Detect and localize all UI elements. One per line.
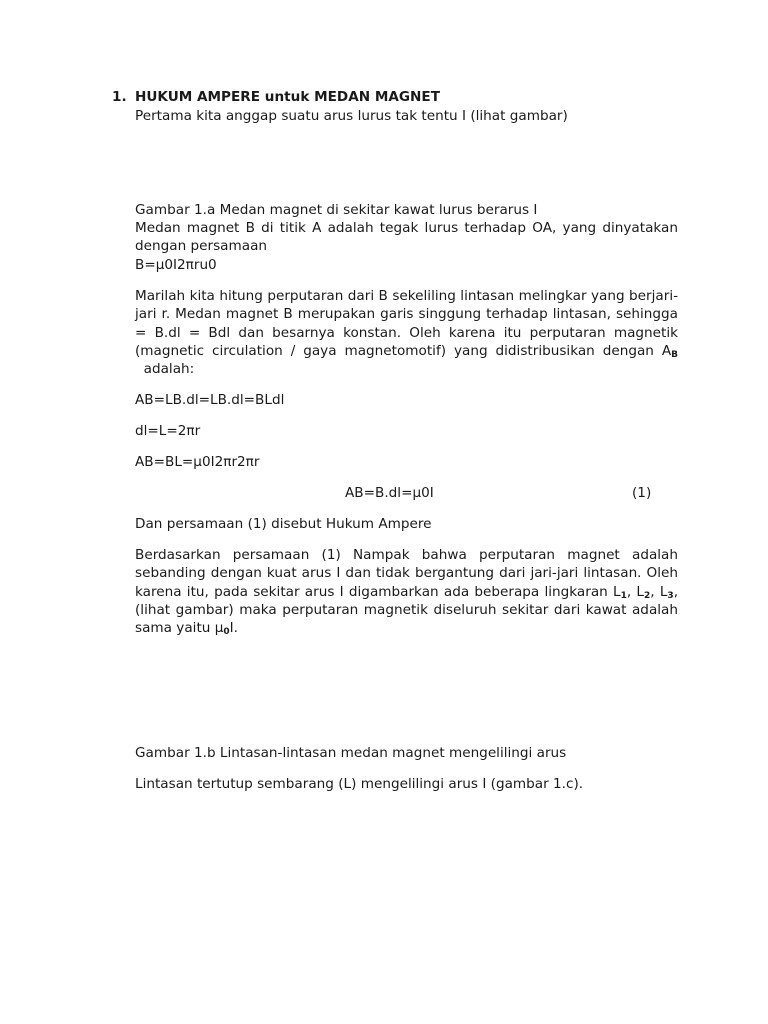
subscript-l2: 2 [644, 590, 651, 601]
paragraph-berdasarkan-end: I. [229, 620, 238, 637]
subscript-l1: 1 [620, 590, 627, 601]
equation-ampere: AB=B.dl=μ0I [345, 485, 434, 501]
subscript-l3: 3 [667, 590, 674, 601]
paragraph-medan-magnet: Medan magnet B di titik A adalah tegak lurus terhadap OA, yang dinyatakan dengan persamaan [135, 220, 678, 255]
paragraph-marilah [135, 287, 678, 378]
paragraph-marilah-text: Marilah kita hitung perputaran dari B sekeliling lintasan melingkar yang berjari-jari r. Medan magnet B merupakan garis singgung terhadap lintasan, sehingga = B.dl = Bdl dan besarnya konstan. Oleh karena itu perputaran magnetik (magnetic circulation / gaya magnetomotif) yang didistribusikan dengan A [135, 288, 678, 359]
intro-paragraph: Pertama kita anggap suatu arus lurus tak tentu I (lihat gambar) [135, 108, 568, 124]
paragraph-hukum-ampere: Dan persamaan (1) disebut Hukum Ampere [135, 516, 432, 532]
paragraph-lintasan: Lintasan tertutup sembarang (L) mengelilingi arus I (gambar 1.c). [135, 776, 584, 792]
equation-dl: dl=L=2πr [135, 423, 201, 439]
paragraph-berdasarkan [135, 546, 678, 637]
subscript-mu0: 0 [223, 627, 230, 638]
figure-caption-1b: Gambar 1.b Lintasan-lintasan medan magnet mengelilingi arus [135, 745, 567, 761]
paragraph-berdasarkan-text: Berdasarkan persamaan (1) Nampak bahwa perputaran magnet adalah sebanding dengan kuat arus I dan tidak bergantung dari jari-jari lintasan. Oleh karena itu, pada sekitar arus I digambarkan ada beberapa lingkaran L [135, 547, 678, 600]
separator-2: , L [650, 583, 668, 600]
section-heading [112, 88, 672, 106]
equation-number: (1) [632, 485, 652, 501]
section-number: 1. [112, 89, 127, 105]
equation-ab-1: AB=LB.dl=LB.dl=BLdl [135, 392, 285, 408]
equation-ab-2: AB=BL=μ0I2πr2πr [135, 454, 260, 470]
subscript-b: B [671, 349, 678, 360]
section-title: HUKUM AMPERE untuk MEDAN MAGNET [135, 89, 440, 105]
paragraph-berdasarkan-mid: , (lihat gambar) maka perputaran magnetik diseluruh sekitar dari kawat adalah sama yaitu μ [135, 583, 679, 637]
separator-1: , L [626, 583, 645, 600]
paragraph-marilah-tail: adalah: [135, 361, 195, 378]
equation-b: B=μ0I2πru0 [135, 257, 217, 273]
figure-caption-1a: Gambar 1.a Medan magnet di sekitar kawat lurus berarus I [135, 202, 538, 218]
